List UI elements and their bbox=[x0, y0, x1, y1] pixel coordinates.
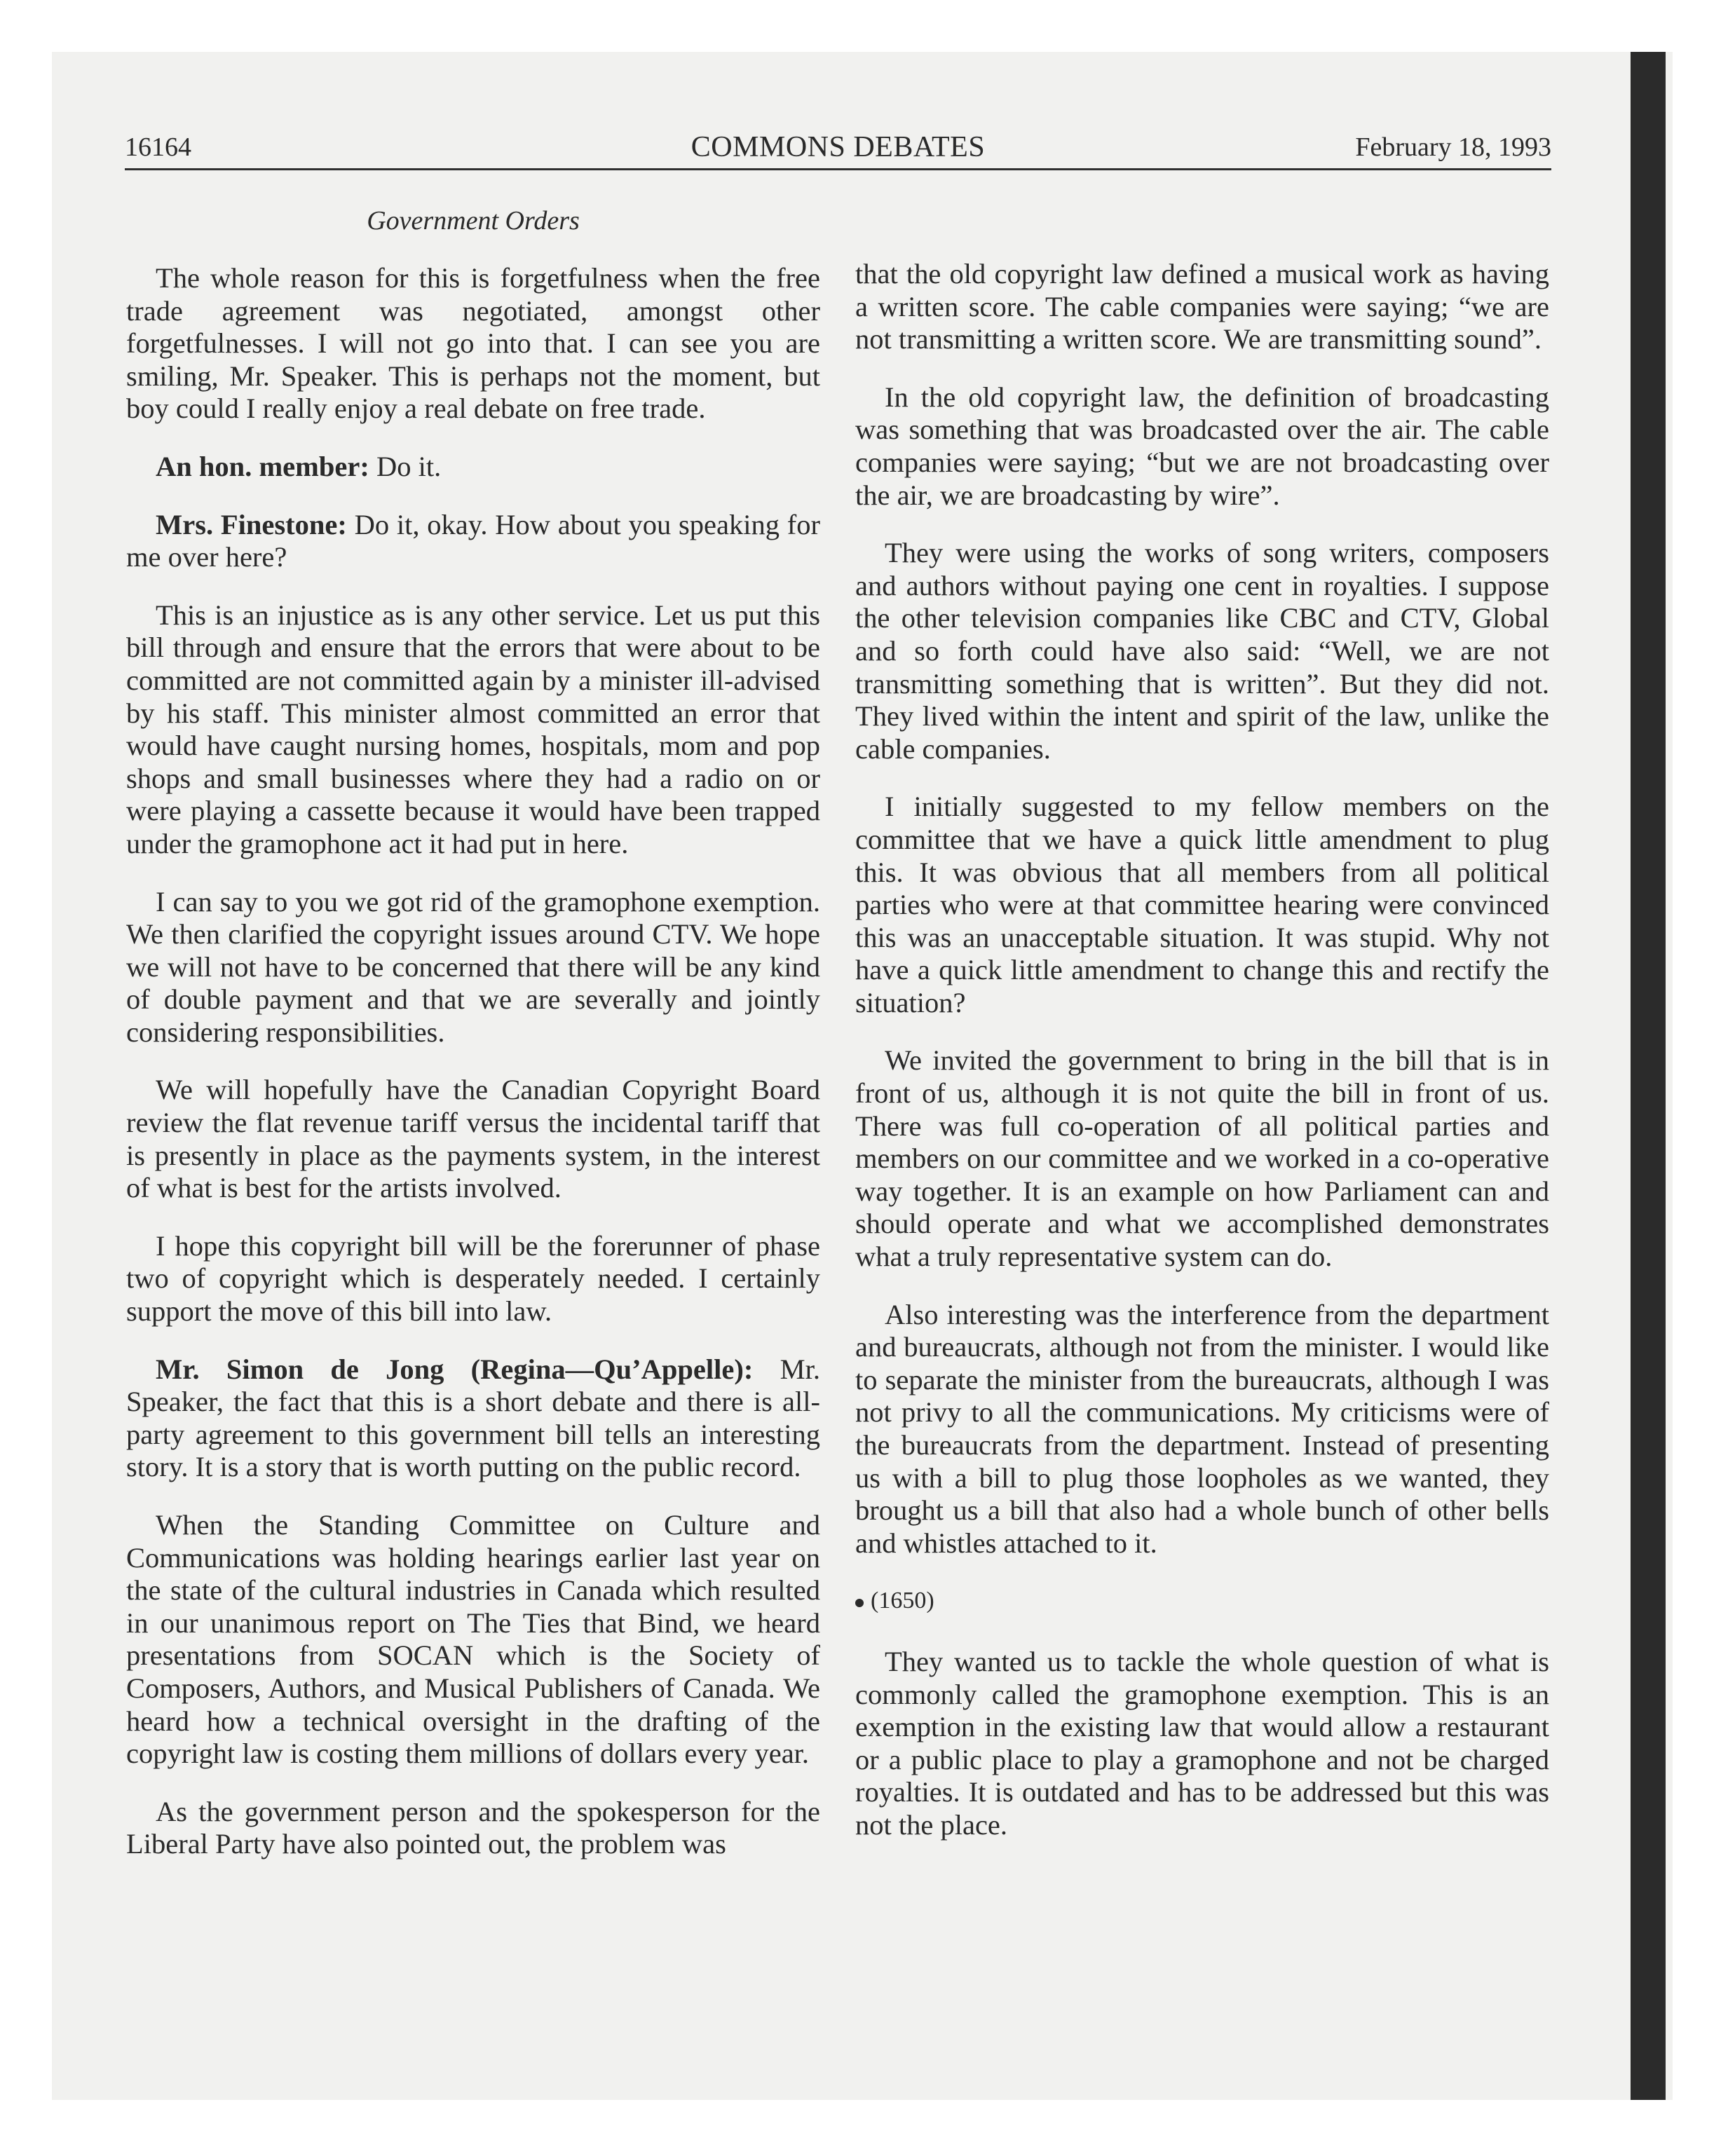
speaker-name: Mr. Simon de Jong (Regina—Qu’Appelle): bbox=[156, 1353, 754, 1385]
paragraph bbox=[126, 1796, 820, 1861]
publication-title: COMMONS DEBATES bbox=[690, 131, 986, 163]
paragraph-text: Do it. bbox=[369, 450, 442, 482]
paragraph bbox=[855, 791, 1549, 1019]
right-column bbox=[855, 258, 1549, 1867]
paragraph-text: I initially suggested to my fellow members on the committee that we have a quick little amendment to plug this. It was obvious that all members from all political parties who were at that committee hearing were convinced this was an unacceptable situation. It was stupid. Why not have a quick little amendment to change this and rectify the situation? bbox=[855, 791, 1549, 1018]
paragraph-text: Do it, okay. How about you speaking for me over here? bbox=[126, 508, 820, 573]
paragraph-text: In the old copyright law, the definition of broadcasting was something that was broadcasted over the air. The cable companies were saying; “but we are not broadcasting over the air, we are broadcasting by wire”. bbox=[855, 381, 1549, 511]
paragraph-text: They wanted us to tackle the whole question of what is commonly called the gramophone exemption. This is an exemption in the existing law that would allow a restaurant or a public place to play a gramophone and not be charged royalties. It is outdated and has to be addressed but this was not the place. bbox=[855, 1645, 1549, 1841]
paragraph bbox=[126, 451, 820, 484]
paragraph-text: We will hopefully have the Canadian Copyright Board review the flat revenue tariff versus the incidental tariff that is presently in place as the payments system, in the interest of what is best for the artists involved. bbox=[126, 1074, 820, 1204]
paragraph bbox=[126, 509, 820, 574]
paragraph-text: As the government person and the spokesperson for the Liberal Party have also pointed out, the problem was bbox=[126, 1795, 820, 1860]
paragraph bbox=[855, 1044, 1549, 1273]
section-heading: Government Orders bbox=[367, 206, 580, 236]
paragraph bbox=[126, 886, 820, 1049]
header-rule bbox=[125, 168, 1551, 170]
paragraph-text: This is an injustice as is any other service. Let us put this bill through and ensure that the errors that were about to be committed are not committed again by a minister ill-advised by his staff. This minister almost committed an error that would have caught nursing homes, hospitals, mom and pop shops and small businesses where they had a radio on or were playing a cassette because it would have been trapped under the gramophone act it had put in here. bbox=[126, 599, 820, 859]
paragraph bbox=[855, 381, 1549, 512]
speaker-name: Mrs. Finestone: bbox=[156, 508, 347, 540]
speaker-name: An hon. member: bbox=[156, 450, 369, 482]
paragraph bbox=[126, 1353, 820, 1484]
paragraph-text: They were using the works of song writers, composers and authors without paying one cent in royalties. I suppose the other television companies like CBC and CTV, Global and so forth could have also said: “Well, we are not transmitting something that is written”. But they did not. They lived within the intent and spirit of the law, unlike the cable companies. bbox=[855, 537, 1549, 765]
paragraph bbox=[126, 1230, 820, 1328]
paragraph-text: The whole reason for this is forgetfulness when the free trade agreement was negotiated, amongst other forgetfulnesses. I will not go into that. I can see you are smiling, Mr. Speaker. This is perhaps not the moment, but boy could I really enjoy a real debate on free trade. bbox=[126, 262, 820, 425]
paragraph-text: We invited the government to bring in the bill that is in front of us, although it is not quite the bill in front of us. There was full co-operation of all political parties and members on our committee and we worked in a co-operative way together. It is an example on how Parliament can and should operate and what we accomplished demonstrates what a truly representative system can do. bbox=[855, 1044, 1549, 1273]
paragraph-text: I hope this copyright bill will be the forerunner of phase two of copyright which is desperately needed. I certainly support the move of this bill into law. bbox=[126, 1229, 820, 1328]
paragraph bbox=[126, 1074, 820, 1204]
scan-edge-shadow bbox=[1631, 52, 1666, 2100]
page-header bbox=[125, 130, 1551, 168]
paragraph bbox=[855, 258, 1549, 356]
paragraph-text: I can say to you we got rid of the gramophone exemption. We then clarified the copyright issues around CTV. We hope we will not have to be concerned that there will be any kind of double payment and that we are severally and jointly considering responsibilities. bbox=[126, 885, 820, 1048]
time-marker-text: (1650) bbox=[871, 1588, 934, 1614]
paragraph bbox=[126, 599, 820, 861]
time-marker bbox=[855, 1585, 1549, 1618]
paragraph bbox=[855, 1646, 1549, 1842]
paragraph-text: When the Standing Committee on Culture and Communications was holding hearings earlier last year on the state of the cultural industries in Canada which resulted in our unanimous report on The Ties that Bind, we heard presentations from SOCAN which is the Society of Composers, Authors, and Musical Publishers of Canada. We heard how a technical oversight in the drafting of the copyright law is costing them millions of dollars every year. bbox=[126, 1509, 820, 1770]
paragraph bbox=[855, 1299, 1549, 1560]
paragraph-text: that the old copyright law defined a musical work as having a written score. The cable companies were saying; “we are not transmitting a written score. We are transmitting sound”. bbox=[855, 258, 1549, 355]
paragraph bbox=[126, 1509, 820, 1770]
bullet-icon bbox=[855, 1599, 864, 1607]
left-column bbox=[126, 205, 820, 1886]
page-number: 16164 bbox=[125, 132, 191, 162]
paragraph-text: Also interesting was the interference from the department and bureaucrats, although not from the minister. I would like to separate the minister from the bureaucrats, although I was not privy to all the communications. My criticisms were of the bureaucrats from the department. Instead of presenting us with a bill to plug those loopholes as we wanted, they brought us a bill that also had a whole bunch of other bells and whistles attached to it. bbox=[855, 1298, 1549, 1559]
publication-date: February 18, 1993 bbox=[1355, 132, 1551, 162]
paragraph bbox=[855, 537, 1549, 765]
paragraph-text: Mr. Speaker, the fact that this is a short debate and there is all-party agreement to this government bill tells an interesting story. It is a story that is worth putting on the public record. bbox=[126, 1353, 820, 1483]
paragraph bbox=[126, 262, 820, 425]
